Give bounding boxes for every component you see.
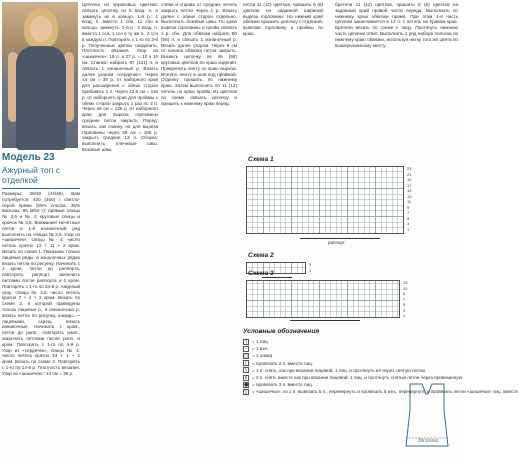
row-number: 11 [403, 285, 408, 291]
legend-text: = 1 лиц. [252, 339, 269, 345]
scheme-1-label: Схема 1 [248, 156, 274, 163]
legend-title: Условные обозначения [243, 328, 320, 335]
legend-item [243, 352, 391, 359]
scheme-3-rapport-line [290, 320, 360, 321]
text-column-1: Размеры: 36/38 (44/46). Вам потребуется: 400 (450) г светло-серой пряжи (65% хлопка, 35% вискозы, 85 м/50 г); прямые спицы № 3,5 и № 4; круговые спицы и крючок № 3,5. Внимание! Нечётные петли и 1-й изнаночный ряд выполнять на спицах № 3,5. Узор из «шишечек», спицы № 4: число петель кратно 12 + 11 + 2 кром. Вязать по схеме 1. Показаны только лицевые ряды, в изнаночных рядах вязать петли по рисунку. Начинать с 1 кром., петли до раппорта, повторять раппорт, закончить петлями после раппорта и 1 кром. Повторять с 1-го по 24-й р. Ажурный узор, спицы № 3,5: число петель кратно 7 + 4 + 2 кром. Вязать по схеме 2, в которой приведены только лицевые р., в изнаночных р. вязать петли по рисунку, накиды — лицевыми, скрещ. вязать изнаночные. Начинать с кром., петли до рапп., повторять рапп., закончить петлями после рапп. и кром. Повторять с 1-го по 4-й р. Узор из «сердечек», спицы № 4: число петель кратно 24 + 1 + 2 кром. Вязать по схеме 3. Повторять с 1-го по 14-й р. Плотность вязания. Узор из «шишечек»: 14 см = 38 р. [2, 191, 80, 376]
scheme-2-rapport-line [262, 277, 292, 278]
row-number: 11 [407, 199, 412, 204]
row-number: 21 [407, 171, 412, 177]
row-number: 5 [403, 302, 406, 307]
legend-text: = «шишечка»: из 1 п. вывязать 5 п., перевернуть и провязать 5 изн., перевернуть и провязать петли «шишечки» лиц. вместе [252, 389, 518, 395]
row-number: 13 [407, 193, 412, 199]
legend-item [243, 381, 391, 388]
model-subtitle: Ажурный топ с отделкой [2, 165, 60, 185]
model-title: Модель 23 [2, 152, 55, 163]
row-number: 17 [407, 182, 412, 188]
legend-item [243, 345, 391, 352]
row-number: 3 [309, 262, 312, 267]
text-column-5: бретели 11 (12) цветков, пришить 6 (8) цветков на заданный край правой части переда. Выполнить по нижнему краю обвязки прямо. При этом 1-я часть цепочки заканчивается в 12 п. с петель на правом крае. Бретели вязать по схеме к лицу. Протянуть нижнюю часть цепочки ответ. Выполнить 1 ряд набора полоски по нижнему краю обвязки, используя нитку того же цвета по вышеуказанному месту. [335, 2, 458, 48]
scheme-3-label: Схема 3 [248, 270, 274, 277]
legend-text: = 2 п. снять вместе как при вязании лицевой, 1 лиц. и протянуть снятые петли через провязанную [252, 375, 463, 381]
legend-item [243, 388, 518, 395]
scheme-1-rapport-line [300, 238, 380, 239]
legend-item [243, 374, 463, 381]
row-number: 5 [407, 215, 410, 221]
legend-item [243, 338, 391, 345]
legend-text: = 1 накид [252, 353, 273, 359]
scheme-2-label: Схема 2 [248, 252, 274, 259]
stitch-symbol-icon: / [243, 360, 249, 366]
row-number: 3 [403, 307, 406, 313]
text-column-3: слева и справа от средних петель закрыть петли через 1 р. Вязать далее с обеих сторон отдельно. Выполнить боковые швы. По краю выреза горловины и пройм связать 1 р. сбн. Для обвязки набрать 50 (58) п. и связать 1 изнаночный р. Вязать далее узором. Через 6 см от начала обвязки петли закрыть. Вышить цепочку из 46 (58) круговых цветков по краю изделия. Прикрепить ленту по краю выреза. Втачать ленту в шов под проймой. Отделку пришить по нижнему краю. Затем выполнить по 11 (12) петель по краю пройм. Из цветков по схеме связать цепочку и пришить к нижнему краю перед. [161, 2, 237, 106]
title-divider [2, 188, 80, 189]
legend-text: = 1 п. снять, как при вязании лицевой, 1 лиц. и протянуть её через снятую петлю [252, 367, 426, 373]
model-photo [2, 2, 78, 148]
row-number: 1 [309, 267, 312, 273]
scheme-3-grid [246, 280, 400, 318]
row-number: 1 [407, 226, 410, 232]
legend-text: = провязать 3 п. вместе лиц. [252, 382, 314, 388]
stitch-symbol-icon: │ [244, 338, 248, 345]
scheme-1-rapport: раппорт [328, 240, 345, 245]
row-number: 13 [403, 280, 408, 285]
scheme-1-row-numbers [407, 166, 411, 232]
legend [243, 338, 518, 396]
publisher-logo: Вязание [418, 438, 439, 444]
legend-item [243, 367, 426, 374]
legend-item [243, 360, 391, 367]
row-number: 7 [403, 296, 406, 302]
row-number: 1 [403, 313, 406, 318]
photo-top-garment [16, 46, 66, 150]
stitch-symbol-icon: ○ [244, 352, 249, 359]
row-number: 7 [407, 210, 410, 215]
stitch-symbol-icon: – [244, 345, 248, 352]
scheme-2-row-numbers [309, 262, 311, 273]
row-number: 19 [407, 177, 412, 182]
photo-face [30, 16, 52, 42]
stitch-symbol-icon: ◊ [244, 388, 248, 395]
text-column-4: петли 11 (12) цветков, пришить 6 (8) цветков на заданной шириной выреза горловины. На нижний край обвязки пришить цепочку с отделкой, вывязав горловину и проймы по краю. [243, 2, 323, 36]
scheme-1-grid [246, 166, 404, 234]
row-number: 23 [407, 166, 412, 171]
legend-text: = провязать 2 п. вместе лиц. [252, 360, 314, 366]
row-number: 3 [407, 221, 410, 226]
row-number: 15 [407, 188, 412, 193]
stitch-symbol-icon: ∧ [244, 374, 248, 381]
row-number: 9 [403, 291, 406, 296]
stitch-symbol-icon: \ [243, 367, 249, 373]
scheme-3-row-numbers [403, 280, 407, 319]
row-number: 9 [407, 204, 410, 210]
text-column-2: Цепочка из кружковых цветков: связать цепочку из 5 возд. п. и замкнуть их в кольцо. 1-й р.: 1 возд. п. вместо 1 сбн, 11 сбн в кольцо, замкнуть. 2-й р.: 3 возд. п. вместо 1 ссн, 1 ссн в ту же п., 2 ссн в каждую п. Повторить с 1-го по 3-й р. Полученные цветки соединить. Плотность вязания. Узор из «шишечек»: 19 п. и 27 р. = 10 х 10 см. Спинка: набрать 87 (121) п. и связать 1 изнаночный р. Вязать далее узором «сердечек». Через 14 см = 38 р. от наборного края для расширения с обеих сторон прибавить 1 п. Через 42,5 см = 116 р. от наборного края для проймы с обеих сторон закрыть 1 раз по 3 п. Через 46 см = 126 р. от наборного края для выреза горловины средние петли закрыть. Перед: вязать, как спинку, но для выреза горловины через 39 см = 106 р. закрыть средние 13 п. Сборка: выполнить плечевые швы. Боковые швы. [82, 2, 158, 152]
legend-text: = 1 изн. [252, 346, 269, 352]
stitch-symbol-icon: ● [244, 381, 249, 388]
